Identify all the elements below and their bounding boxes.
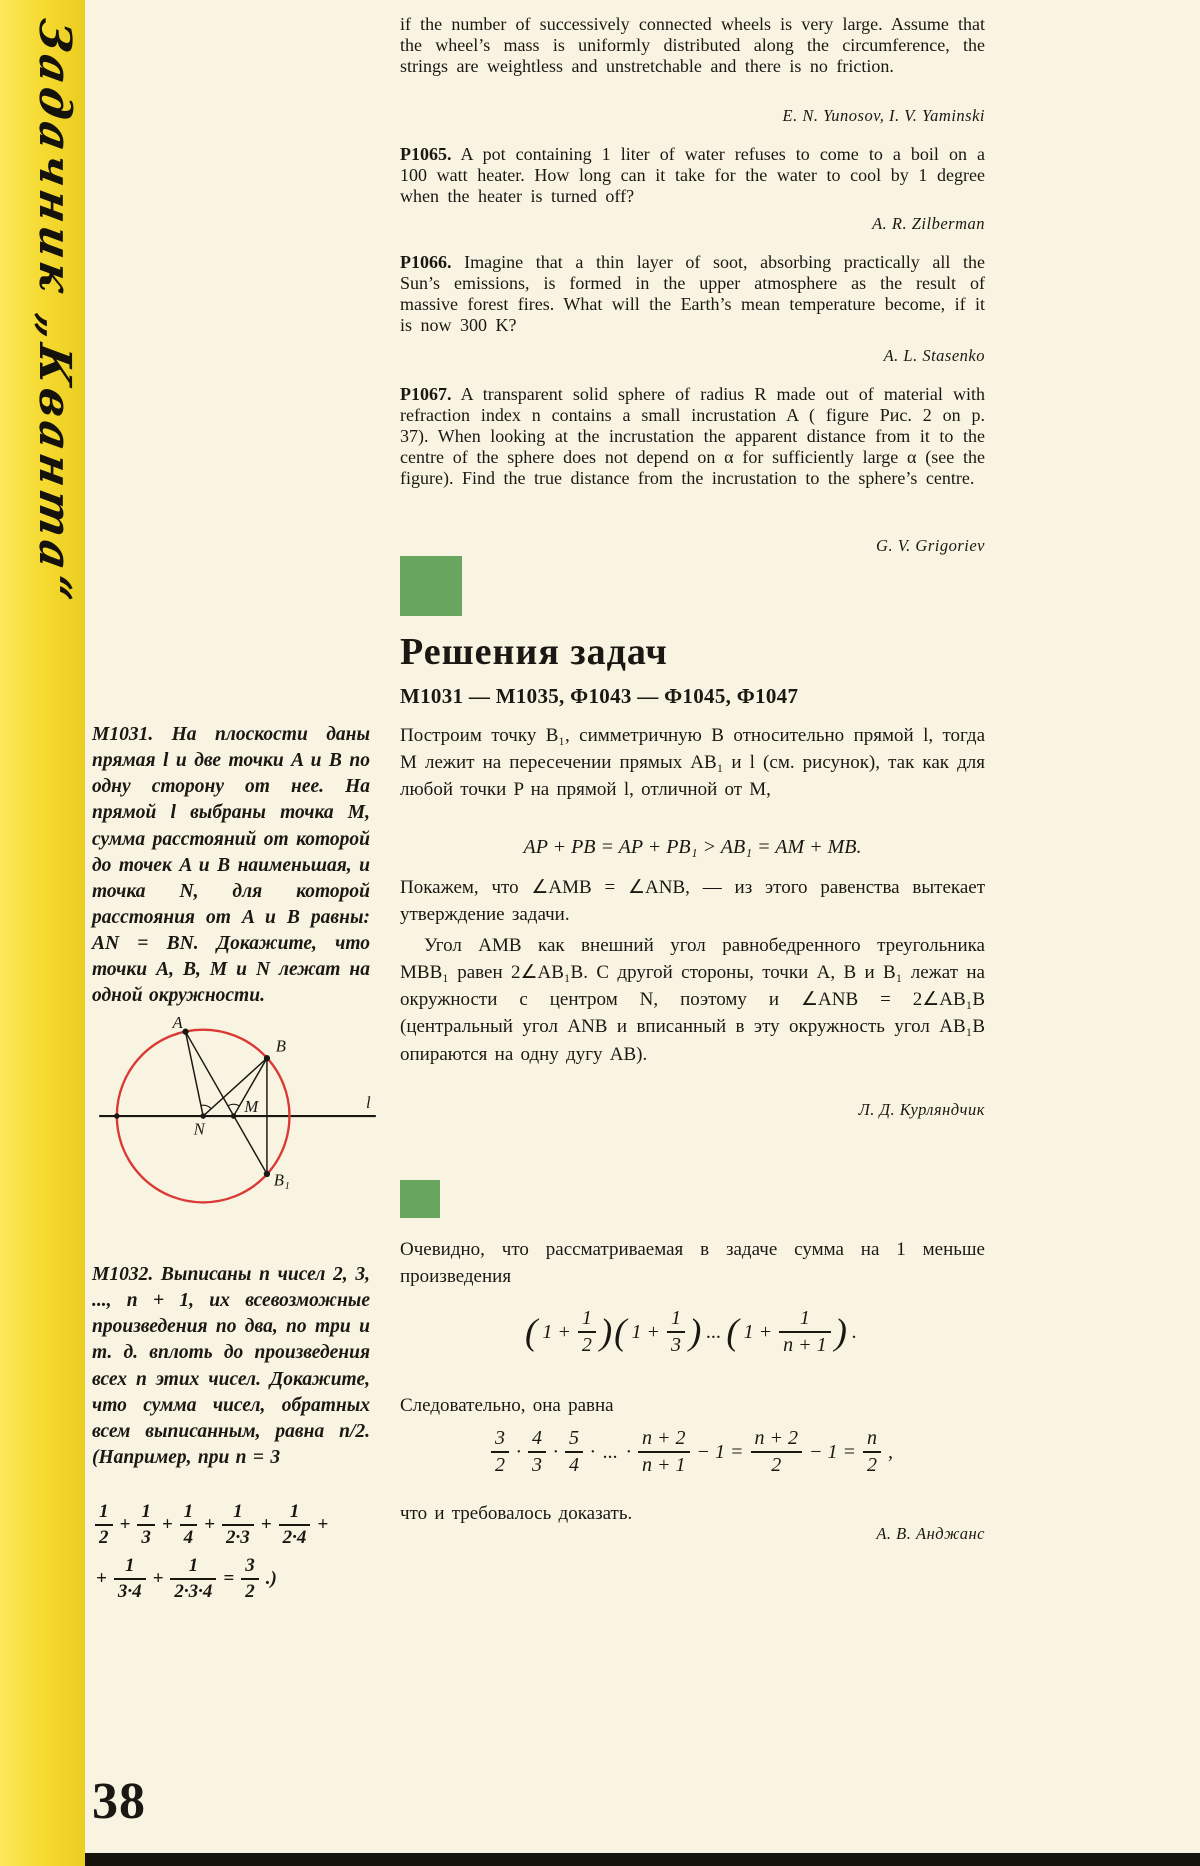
figure-label-n: N [193,1119,205,1139]
solutions-heading: Решения задач [400,631,668,673]
problem-p1066 [400,252,985,336]
intro-authors: E. N. Yunosov, I. V. Yaminski [782,106,985,125]
figure-label-b1: B₁ [273,1170,290,1190]
m1032-example-line-2: + $\frac{1}{3\cdot 4}$ + $\frac{1}{2\cdot 3\cdot 4}$ = $\frac{3}{2}$ .) [96,1555,277,1602]
m1031-solution-paragraph-3: Угол AMB как внешний угол равнобедренного треугольника MBB₁ равен 2∠AB₁B. С другой стороны, точки A, B и B₁ лежат на окружности с центром N, поэтому и ∠ANB = 2∠AB₁B (центральный угол ANB и вписанный в эту окружность угол AB₁B опираются на одну дугу AB). [400,935,985,1065]
figure-point-a [182,1029,188,1035]
intro-continuation-text: if the number of successively connected wheels is very large. Assume that the wheel’s mass is uniformly distributed along the circumference, the strings are weightless and unstretchable and there is no friction. [400,14,985,76]
figure-point-n [200,1113,205,1118]
spine-title: Задачник „Кванта“ [29,15,80,608]
m1031-display-formula: AP + PB = AP + PB₁ > AB₁ = AM + MB. [523,836,862,858]
m1032-solution-end: что и требовалось доказать. [400,1503,633,1524]
problem-p1065 [400,144,985,207]
m1032-solution-intro: Очевидно, что рассматриваемая в задаче сумма на 1 меньше произведения [400,1239,985,1288]
section-marker-green-large [400,556,462,616]
m1032-example-line-1: $\frac{1}{2}$ + $\frac{1}{3}$ + $\frac{1}{4}$ + $\frac{1}{2\cdot 3}$ + $\frac{1}{2\cdot 4}$ + [92,1502,370,1548]
figure-point-b1 [264,1171,270,1177]
problem-p1065-label: P1065. [400,144,452,164]
figure-point-m [231,1113,236,1118]
m1032-product-formula: ( 1 + $\frac{1}{2}$ )( 1 + $\frac{1}{3}$ ) ... ( 1 + $\frac{1}{n + 1}$ ) . [525,1307,857,1356]
problem-p1066-text: Imagine that a thin layer of soot, absorbing practically all the Sun’s emissions, is formed in the upper atmosphere as the result of massive forest fires. What will the Earth’s mean temperature become, if it is now 300 K? [400,252,986,335]
m1032-chain-formula: $\frac{3}{2}$ · $\frac{4}{3}$ · $\frac{5}{4}$ · ... · $\frac{n + 2}{n + 1}$ − 1 = $\frac{n + 2}{2}$ − 1 = $\frac{n}{2}$ , [400,1428,985,1476]
page-number: 38 [92,1773,146,1830]
author-p1067: G. V. Grigoriev [876,536,985,555]
author-p1066: A. L. Stasenko [883,346,985,365]
figure-label-m: M [244,1097,259,1117]
m1031-solution-paragraph-2: Покажем, что ∠AMB = ∠ANB, — из этого равенства вытекает утверждение задачи. [400,877,985,926]
figure-label-line-l: l [366,1093,371,1113]
m1031-author: Л. Д. Курляндчик [858,1100,985,1119]
figure-angle-arc-m [228,1104,240,1106]
m1032-solution-mid: Следовательно, она равна [400,1395,614,1416]
figure-label-a: A [172,1015,183,1032]
figure-segment-n-a [186,1032,204,1116]
figure-angle-arc-n [201,1105,211,1109]
m1031-statement: М1031. На плоскости даны прямая l и две точки A и B по одну сторону от нее. На прямой l выбраны точка M, сумма расстояний от которой до точек A и B наименьшая, и точка N, для которой расстояния от A и B равны: AN = BN. Докажите, что точки A, B, M и N лежат на одной окружности. [92,724,370,1007]
m1031-figure [95,1015,380,1223]
problem-p1067-label: P1067. [400,384,452,404]
author-p1065: A. R. Zilberman [872,214,985,233]
figure-point-circle-line-intersection [114,1113,119,1118]
problem-p1065-text: A pot containing 1 liter of water refuses to come to a boil on a 100 watt heater. How long can it take for the water to cool by 1 degree when the heater is turned off? [400,144,985,206]
page-bottom-edge [85,1853,1200,1866]
section-marker-green-small [400,1180,440,1218]
problem-p1066-label: P1066. [400,252,452,272]
m1032-author: А. В. Анджанс [876,1524,985,1543]
m1032-statement: М1032. Выписаны n чисел 2, 3, ..., n + 1, их всевозможные произведения по два, по три и т. д. вплоть до произведения всех n этих чисел. Докажите, что сумма чисел, обратных всем выписанным, равна n/2. (Например, при n = 3 [92,1264,370,1468]
figure-label-b: B [275,1036,286,1056]
problem-p1067 [400,384,985,488]
problem-p1067-text: A transparent solid sphere of radius R made out of material with refraction index n contains a small incrustation A ( figure Рис. 2 on p. 37). When looking at the incrustation the apparent distance from it to the centre of the sphere does not depend on α for sufficiently large α (see the figure). Find the true distance from the incrustation to the sphere’s centre. [400,384,985,488]
spine-strip [0,0,85,1866]
m1031-solution-paragraph-1: Построим точку B₁, симметричную B относительно прямой l, тогда M лежит на пересечении прямых AB₁ и l (см. рисунок), так как для любой точки P на прямой l, отличной от M, [400,725,985,801]
figure-point-b [264,1055,270,1061]
solutions-range: М1031 — М1035, Ф1043 — Ф1045, Ф1047 [400,684,799,708]
